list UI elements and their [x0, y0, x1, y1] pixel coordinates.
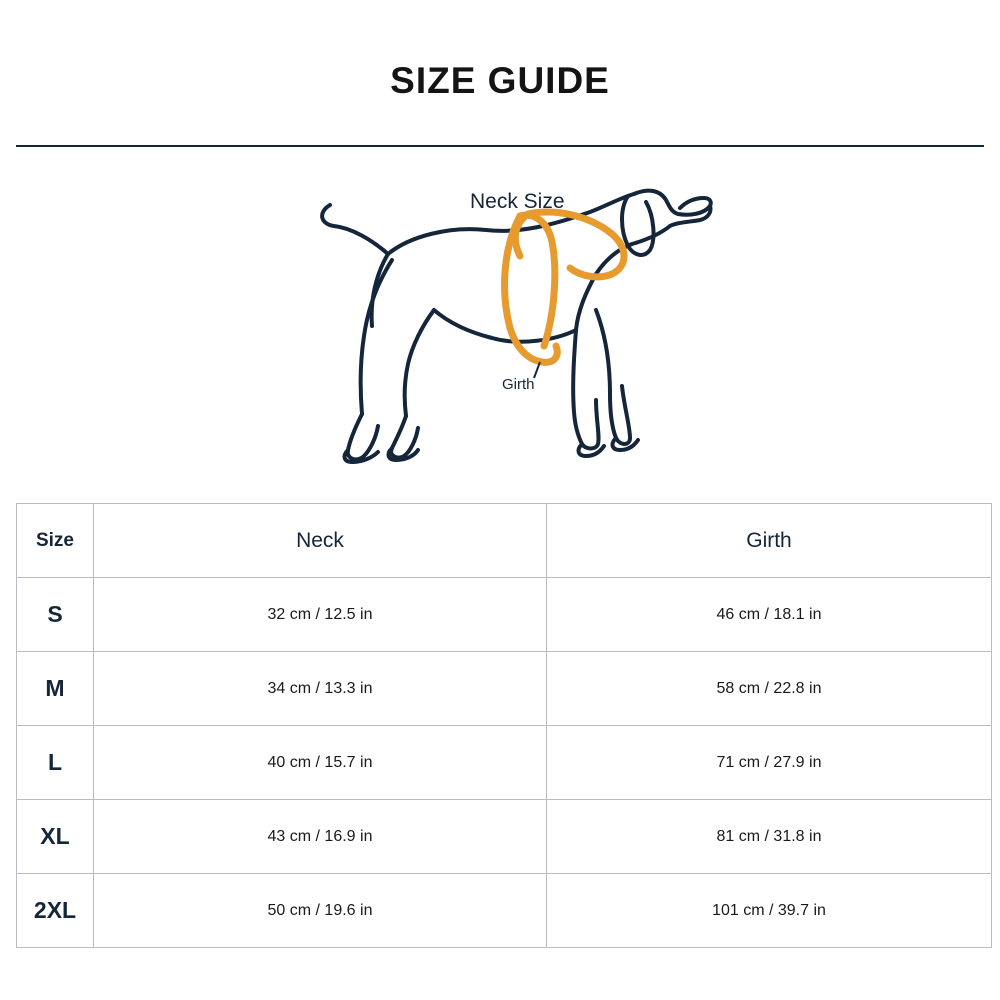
size-table-container [16, 503, 984, 948]
cell-size: S [17, 578, 94, 652]
neck-size-label: Neck Size [470, 190, 565, 213]
cell-girth: 101 cm / 39.7 in [547, 874, 992, 948]
neck-measure-loop [515, 212, 624, 277]
table-row [17, 874, 992, 948]
table-row [17, 800, 992, 874]
cell-neck: 34 cm / 13.3 in [94, 652, 547, 726]
cell-girth: 46 cm / 18.1 in [547, 578, 992, 652]
dog-measurement-diagram [0, 150, 1000, 495]
table-header [17, 504, 992, 578]
cell-girth: 71 cm / 27.9 in [547, 726, 992, 800]
cell-neck: 50 cm / 19.6 in [94, 874, 547, 948]
size-table [16, 503, 992, 948]
cell-size: XL [17, 800, 94, 874]
title-divider [16, 145, 984, 147]
column-header-girth: Girth [547, 504, 992, 578]
cell-neck: 43 cm / 16.9 in [94, 800, 547, 874]
table-body [17, 578, 992, 948]
cell-size: L [17, 726, 94, 800]
girth-label: Girth [502, 376, 535, 393]
column-header-size: Size [17, 504, 94, 578]
cell-girth: 58 cm / 22.8 in [547, 652, 992, 726]
cell-girth: 81 cm / 31.8 in [547, 800, 992, 874]
cell-size: M [17, 652, 94, 726]
table-header-row [17, 504, 992, 578]
table-row [17, 578, 992, 652]
cell-size: 2XL [17, 874, 94, 948]
page-title: SIZE GUIDE [390, 60, 610, 101]
cell-neck: 32 cm / 12.5 in [94, 578, 547, 652]
cell-neck: 40 cm / 15.7 in [94, 726, 547, 800]
table-row [17, 652, 992, 726]
column-header-neck: Neck [94, 504, 547, 578]
table-row [17, 726, 992, 800]
